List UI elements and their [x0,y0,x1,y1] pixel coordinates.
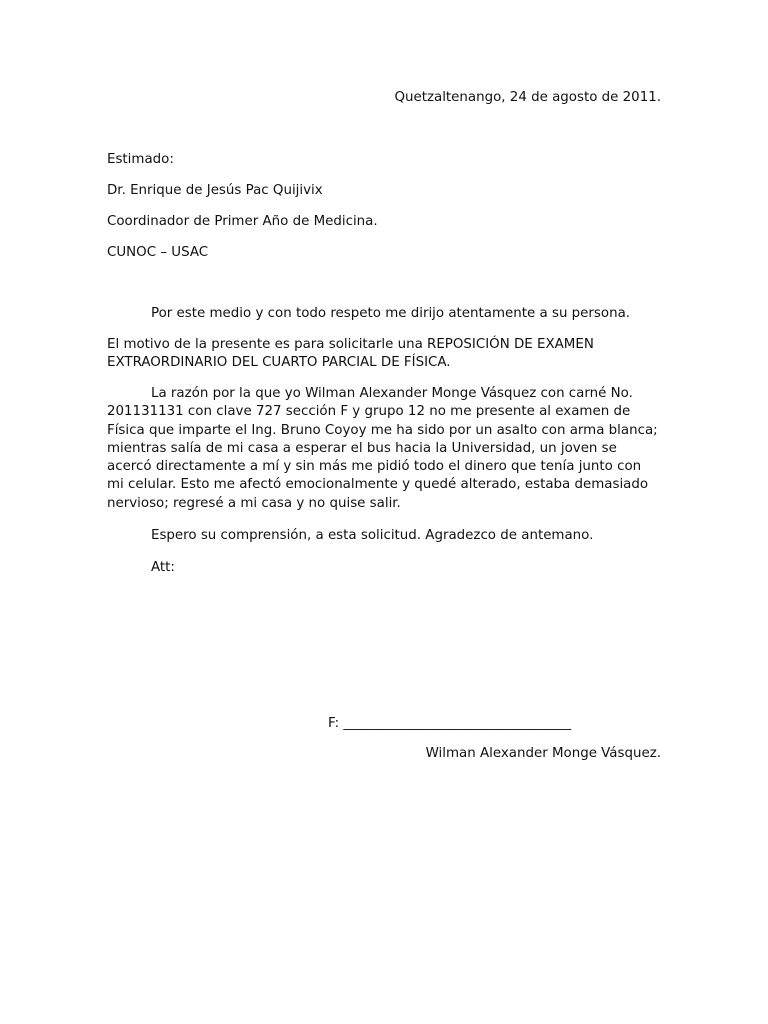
greeting: Estimado: [107,152,174,167]
motive-paragraph: El motivo de la presente es para solicitarle una REPOSICIÓN DE EXAMEN EXTRAORDINARIO DEL CUARTO PARCIAL DE FÍSICA. [107,337,594,371]
att-label: Att: [151,560,175,575]
signature-line: F: __________________________________ [328,716,572,731]
signature-name: Wilman Alexander Monge Vásquez. [425,746,661,761]
closing-paragraph: Espero su comprensión, a esta solicitud. Agradezco de antemano. [151,528,594,543]
recipient-title: Coordinador de Primer Año de Medicina. [107,214,378,229]
recipient-name: Dr. Enrique de Jesús Pac Quijivix [107,183,323,198]
reason-paragraph: La razón por la que yo Wilman Alexander Monge Vásquez con carné No. 201131131 con clave 727 sección F y grupo 12 no me presente al examen de Física que imparte el Ing. Bruno Coyoy me ha sido por un asalto con arma blanca; mientras salía de mi casa a esperar el bus hacia la Universidad, un joven se acercó directamente a mí y sin más me pidió todo el dinero que tenía junto con mi celular. Esto me afectó emocionalmente y quedé alterado, estaba demasiado nervioso; regresé a mi casa y no quise salir. [107,386,658,511]
recipient-organization: CUNOC – USAC [107,245,209,260]
letter-date: Quetzaltenango, 24 de agosto de 2011. [394,90,661,105]
intro-paragraph: Por este medio y con todo respeto me dirijo atentamente a su persona. [151,306,631,321]
